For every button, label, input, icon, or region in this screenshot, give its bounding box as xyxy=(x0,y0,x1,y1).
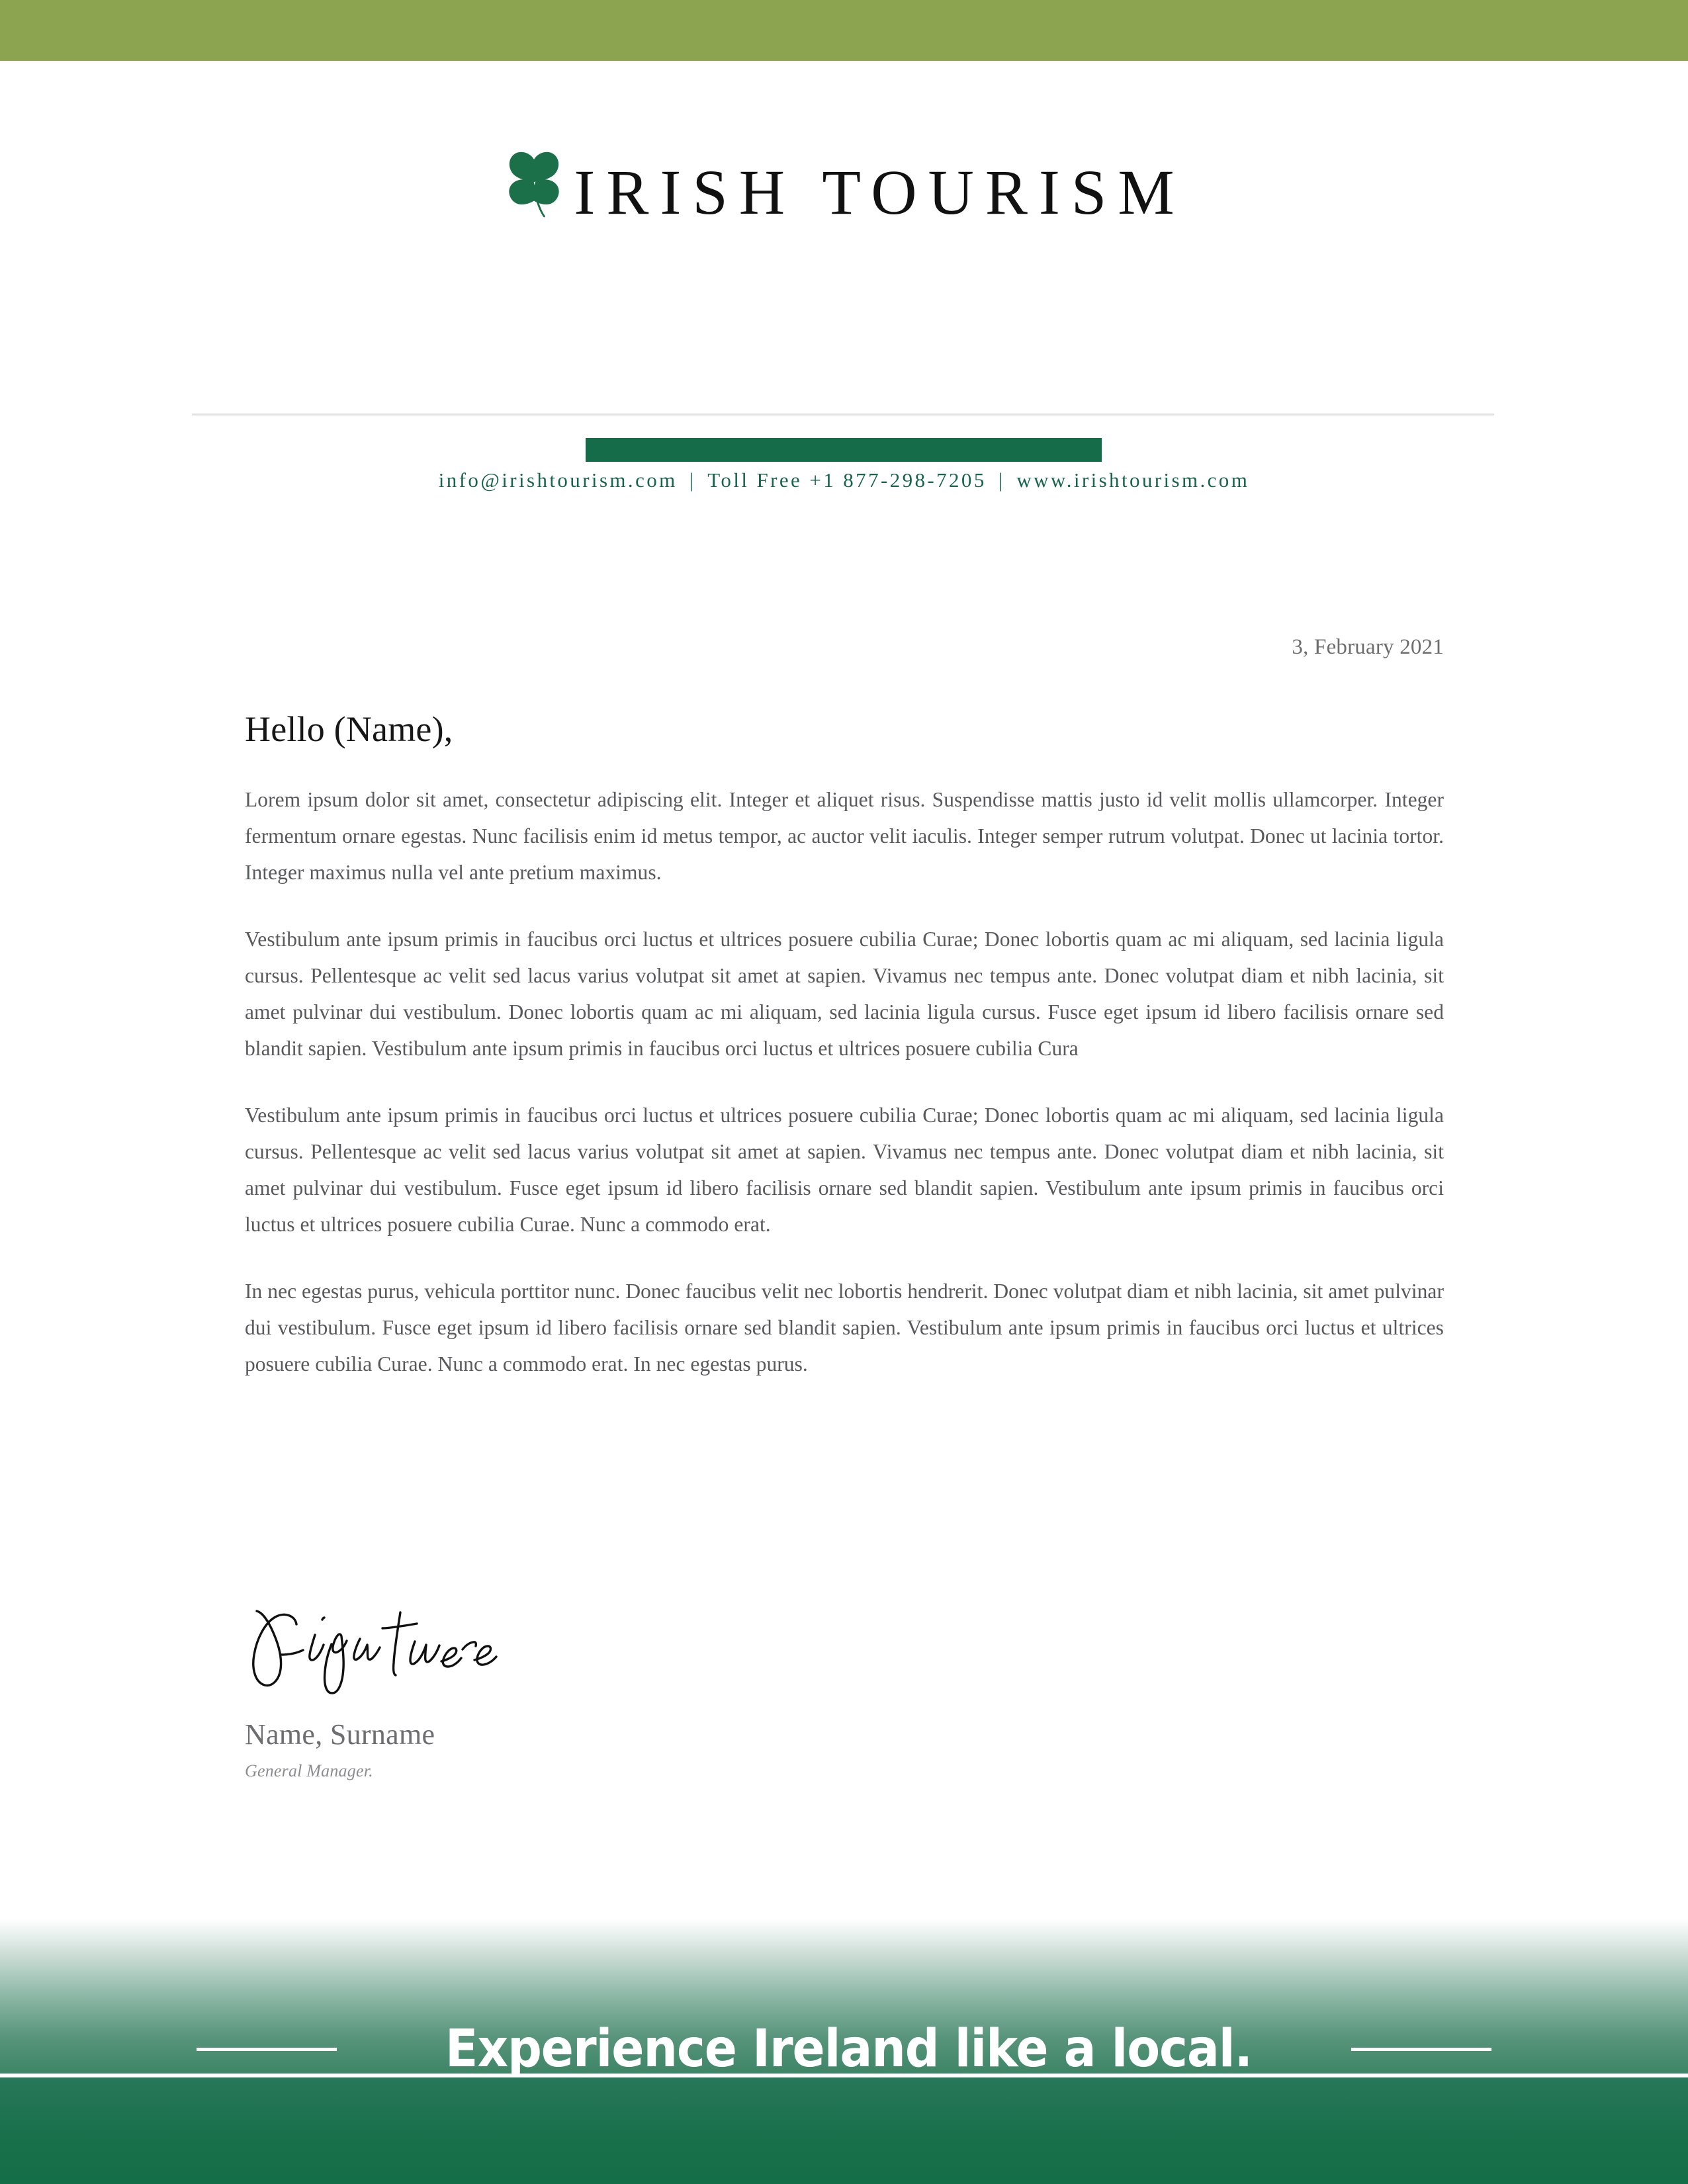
contact-bar xyxy=(0,468,1688,492)
contact-email[interactable]: info@irishtourism.com xyxy=(438,468,678,492)
letter-paragraph: Vestibulum ante ipsum primis in faucibus orci luctus et ultrices posuere cubilia Curae; Donec lobortis quam ac mi aliquam, sed lacinia ligula cursus. Pellentesque ac velit sed lacus varius volutpat sit amet at sapien. Vivamus nec tempus ante. Donec volutpat diam et nibh lacinia, sit amet pulvinar dui vestibulum. Fusce eget ipsum id libero facilisis ornare sed blandit sapien. Vestibulum ante ipsum primis in faucibus orci luctus et ultrices posuere cubilia Curae. Nunc a commodo erat. xyxy=(245,1104,1444,1236)
letter-greeting: Hello (Name), xyxy=(245,709,453,749)
header-divider xyxy=(192,414,1494,415)
brand-logo xyxy=(0,150,1688,235)
letter-paragraph: Vestibulum ante ipsum primis in faucibus orci luctus et ultrices posuere cubilia Curae; Donec lobortis quam ac mi aliquam, sed lacinia ligula cursus. Pellentesque ac velit sed lacus varius volutpat sit amet at sapien. Vivamus nec tempus ante. Donec volutpat diam et nibh lacinia, sit amet pulvinar dui vestibulum. Donec lobortis quam ac mi aliquam, sed lacinia ligula cursus. Fusce eget ipsum id libero facilisis ornare sed blandit sapien. Vestibulum ante ipsum primis in faucibus orci luctus et ultrices posuere cubilia Cura xyxy=(245,928,1444,1060)
footer-rule-left xyxy=(197,2048,337,2051)
letter-paragraph: Lorem ipsum dolor sit amet, consectetur adipiscing elit. Integer et aliquet risus. Suspendisse mattis justo id velit mollis ullamcorper. Integer fermentum ornare egestas. Nunc facilisis enim id metus tempor, ac auctor velit iaculis. Integer semper rutrum volutpat. Donec ut lacinia tortor. Integer maximus nulla vel ante pretium maximus. xyxy=(245,788,1444,884)
contact-separator-1: | xyxy=(689,468,696,492)
signer-name: Name, Surname xyxy=(245,1718,435,1751)
logo-wordmark: IRISH TOURISM xyxy=(574,157,1186,228)
letterhead-header xyxy=(0,61,1688,418)
letter-body xyxy=(245,635,1444,1382)
signature-icon xyxy=(245,1604,543,1707)
signer-title: General Manager. xyxy=(245,1761,373,1781)
footer-tagline-row xyxy=(0,2019,1688,2079)
contact-website[interactable]: www.irishtourism.com xyxy=(1016,468,1250,492)
footer-solid-band xyxy=(0,2077,1688,2184)
signature-block xyxy=(245,1604,1039,1781)
footer-rule-right xyxy=(1351,2048,1491,2051)
letter-date: 3, February 2021 xyxy=(1292,635,1444,659)
accent-bar xyxy=(586,438,1102,462)
contact-separator-2: | xyxy=(998,468,1005,492)
contact-phone[interactable]: Toll Free +1 877-298-7205 xyxy=(707,468,987,492)
top-accent-band xyxy=(0,0,1688,61)
shamrock-icon xyxy=(502,150,566,228)
page-footer xyxy=(0,1919,1688,2184)
letter-paragraph: In nec egestas purus, vehicula porttitor nunc. Donec faucibus velit nec lobortis hendrerit. Donec volutpat diam et nibh lacinia, sit amet pulvinar dui vestibulum. Fusce eget ipsum id libero facilisis ornare sed blandit sapien. Vestibulum ante ipsum primis in faucibus orci luctus et ultrices posuere cubilia Curae. Nunc a commodo erat. In nec egestas purus. xyxy=(245,1280,1444,1376)
footer-tagline: Experience Ireland like a local. xyxy=(445,2019,1253,2079)
